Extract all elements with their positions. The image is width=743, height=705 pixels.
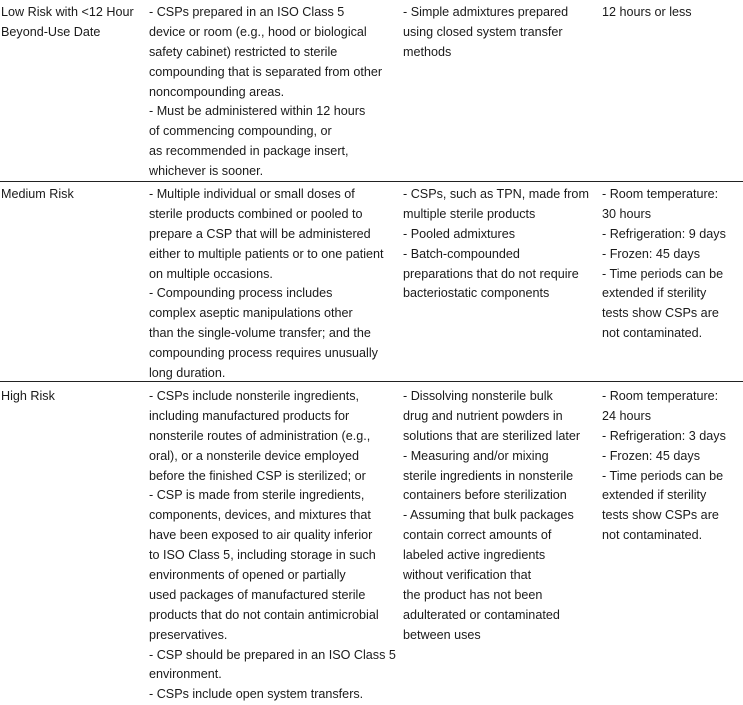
- conditions-line: noncompounding areas.: [149, 84, 285, 99]
- examples-line: solutions that are sterilized later: [403, 428, 581, 443]
- conditions-line: have been exposed to air quality inferior: [149, 528, 373, 543]
- examples-line: containers before sterilization: [403, 488, 567, 503]
- examples-cell: [403, 185, 589, 304]
- bud-line: extended if sterility: [602, 286, 707, 301]
- table-row-medium-risk: [0, 182, 743, 382]
- conditions-line: as recommended in package insert,: [149, 144, 349, 159]
- conditions-line: - CSPs prepared in an ISO Class 5: [149, 5, 345, 19]
- risk-level-line: Medium Risk: [1, 187, 74, 201]
- examples-line: - CSPs, such as TPN, made from: [403, 187, 589, 201]
- conditions-cell: [149, 185, 389, 384]
- conditions-line: - CSPs include nonsterile ingredients,: [149, 389, 360, 403]
- conditions-line: - Multiple individual or small doses of: [149, 187, 355, 201]
- conditions-line: safety cabinet) restricted to sterile: [149, 44, 338, 59]
- examples-line: contain correct amounts of: [403, 528, 552, 543]
- conditions-line: - Must be administered within 12 hours: [149, 104, 366, 119]
- conditions-line: - CSP should be prepared in an ISO Class 5: [149, 647, 396, 662]
- conditions-line: nonsterile routes of administration (e.g.,: [149, 428, 371, 443]
- bud-line: - Time periods can be: [602, 468, 724, 483]
- bud-line: tests show CSPs are: [602, 508, 719, 523]
- examples-line: - Simple admixtures prepared: [403, 5, 569, 19]
- conditions-line: oral), or a nonsterile device employed: [149, 448, 360, 463]
- conditions-line: environments of opened or partially: [149, 568, 346, 583]
- risk-level-cell: [1, 387, 137, 407]
- conditions-line: either to multiple patients or to one patient: [149, 246, 384, 261]
- bud-line: - Refrigeration: 3 days: [602, 428, 726, 443]
- conditions-line: compounding that is separated from other: [149, 64, 383, 79]
- examples-line: labeled active ingredients: [403, 548, 546, 563]
- examples-line: - Dissolving nonsterile bulk: [403, 389, 553, 403]
- conditions-line: - CSPs include open system transfers.: [149, 687, 364, 702]
- conditions-line: of commencing compounding, or: [149, 124, 332, 139]
- bud-line: 12 hours or less: [602, 5, 692, 19]
- conditions-line: - Compounding process includes: [149, 286, 333, 301]
- bud-line: - Refrigeration: 9 days: [602, 226, 726, 241]
- conditions-line: products that do not contain antimicrobial: [149, 607, 379, 622]
- examples-line: - Measuring and/or mixing: [403, 448, 549, 463]
- table-row-high-risk: [0, 382, 743, 703]
- beyond-use-date-cell: [602, 387, 743, 546]
- bud-line: - Room temperature:: [602, 389, 719, 403]
- examples-line: between uses: [403, 627, 481, 642]
- examples-line: drug and nutrient powders in: [403, 408, 563, 423]
- bud-line: 30 hours: [602, 206, 652, 221]
- conditions-line: long duration.: [149, 366, 226, 381]
- examples-line: without verification that: [403, 568, 532, 583]
- risk-level-cell: [1, 185, 137, 205]
- bud-line: tests show CSPs are: [602, 306, 719, 321]
- bud-line: not contaminated.: [602, 326, 703, 341]
- conditions-line: components, devices, and mixtures that: [149, 508, 371, 523]
- risk-level-cell: [1, 3, 137, 43]
- conditions-line: to ISO Class 5, including storage in such: [149, 548, 376, 563]
- conditions-line: complex aseptic manipulations other: [149, 306, 353, 321]
- conditions-line: including manufactured products for: [149, 408, 350, 423]
- conditions-line: compounding process requires unusually: [149, 346, 378, 361]
- bud-line: - Frozen: 45 days: [602, 246, 700, 261]
- examples-line: - Assuming that bulk packages: [403, 508, 574, 523]
- conditions-line: whichever is sooner.: [149, 164, 264, 179]
- examples-line: the product has not been: [403, 587, 543, 602]
- bud-line: - Time periods can be: [602, 266, 724, 281]
- conditions-line: environment.: [149, 667, 222, 682]
- beyond-use-date-cell: [602, 3, 743, 23]
- examples-line: multiple sterile products: [403, 206, 536, 221]
- examples-line: using closed system transfer: [403, 24, 563, 39]
- table-row-low-risk: [0, 0, 743, 182]
- bud-line: - Frozen: 45 days: [602, 448, 700, 463]
- conditions-cell: [149, 387, 396, 705]
- conditions-line: device or room (e.g., hood or biological: [149, 24, 367, 39]
- conditions-line: before the finished CSP is sterilized; or: [149, 468, 366, 483]
- conditions-line: used packages of manufactured sterile: [149, 587, 366, 602]
- examples-line: - Batch-compounded: [403, 246, 520, 261]
- examples-line: sterile ingredients in nonsterile: [403, 468, 574, 483]
- risk-level-line: High Risk: [1, 389, 55, 403]
- conditions-line: on multiple occasions.: [149, 266, 273, 281]
- examples-cell: [403, 387, 589, 646]
- examples-line: - Pooled admixtures: [403, 226, 515, 241]
- bud-line: - Room temperature:: [602, 187, 719, 201]
- risk-level-line: Beyond-Use Date: [1, 24, 101, 39]
- beyond-use-date-cell: [602, 185, 743, 344]
- bud-line: extended if sterility: [602, 488, 707, 503]
- examples-line: methods: [403, 44, 452, 59]
- conditions-line: sterile products combined or pooled to: [149, 206, 363, 221]
- bud-line: 24 hours: [602, 408, 652, 423]
- risk-level-line: Low Risk with <12 Hour: [1, 5, 134, 19]
- examples-line: preparations that do not require: [403, 266, 579, 281]
- conditions-line: prepare a CSP that will be administered: [149, 226, 371, 241]
- conditions-cell: [149, 3, 389, 182]
- examples-line: adulterated or contaminated: [403, 607, 560, 622]
- examples-line: bacteriostatic components: [403, 286, 550, 301]
- conditions-line: - CSP is made from sterile ingredients,: [149, 488, 365, 503]
- examples-cell: [403, 3, 589, 63]
- conditions-line: than the single-volume transfer; and the: [149, 326, 371, 341]
- conditions-line: preservatives.: [149, 627, 228, 642]
- bud-line: not contaminated.: [602, 528, 703, 543]
